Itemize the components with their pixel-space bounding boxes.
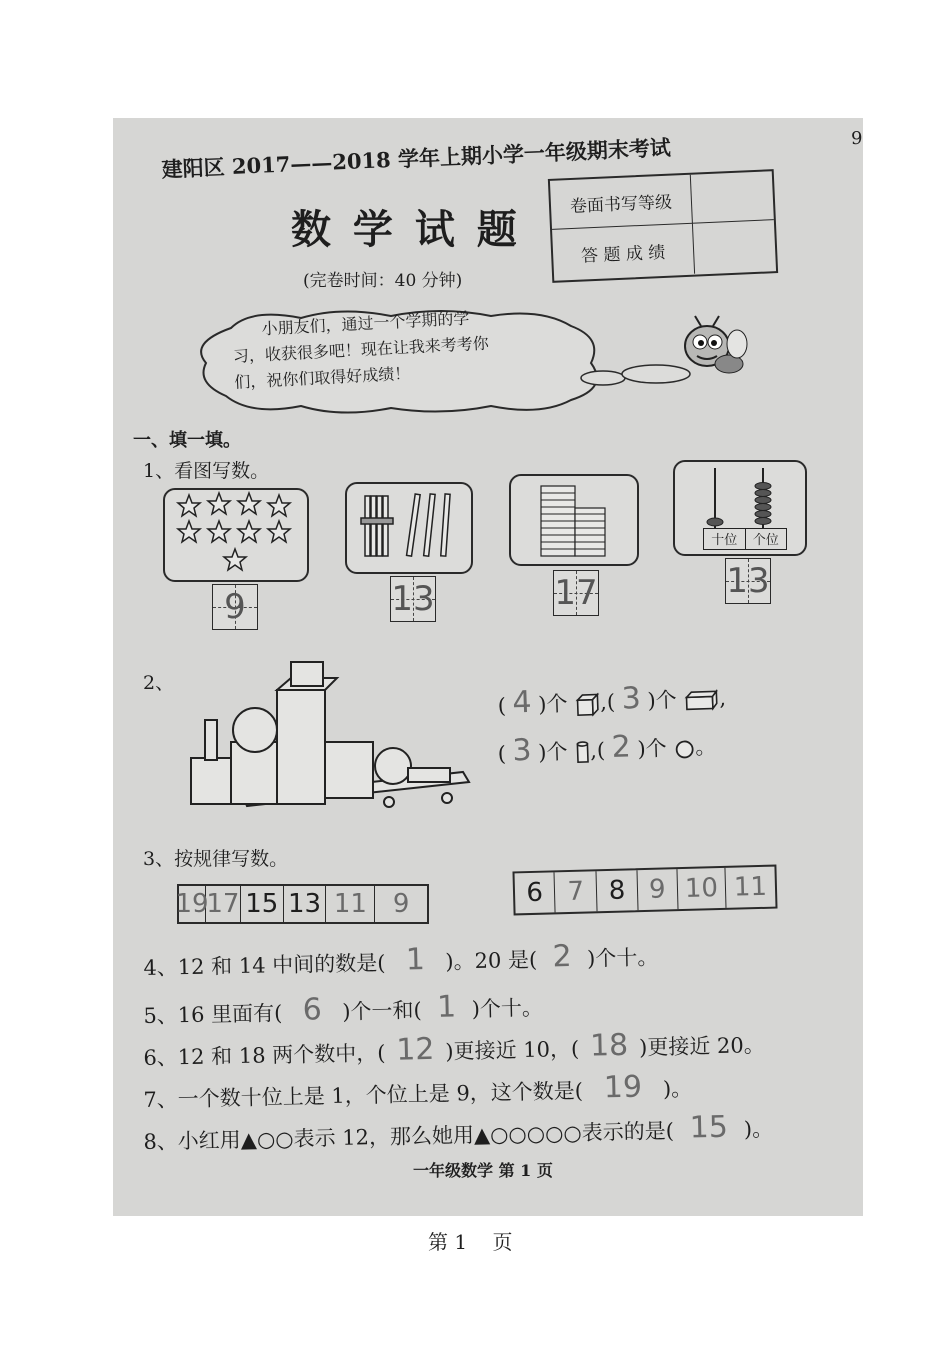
cuboid-icon	[683, 688, 720, 713]
seq2-cell: 9	[637, 869, 678, 910]
seq1-cell: 17	[206, 886, 241, 922]
intro-line-2: 习，收获很多吧！现在让我来考考你	[232, 333, 490, 366]
q5-answer-b[interactable]: 1	[436, 989, 457, 1025]
solid-shapes-picture	[183, 660, 473, 808]
q4-answer-a[interactable]: 1	[405, 942, 426, 978]
q1-label: 1、看图写数。	[143, 460, 270, 482]
q6: 6、12 和 18 两个数中，( 12 )更接近 10，( 18 )更接近 20。	[143, 1027, 765, 1070]
ten-blocks-icon	[511, 476, 637, 564]
q6-answer-a[interactable]: 12	[395, 1031, 435, 1068]
stars-picture	[163, 488, 309, 582]
q6-answer-b[interactable]: 18	[589, 1027, 629, 1064]
cylinder-icon	[574, 739, 591, 766]
subject-title: 数 学 试 题	[291, 206, 521, 253]
abacus-tens-label: 十位	[704, 529, 746, 549]
exam-title: 建阳区 2017——2018 学年上期小学一年级期末考试	[161, 134, 672, 182]
q5: 5、16 里面有( 6 )个一和( 1 )个十。	[143, 989, 544, 1028]
q8-answer-a[interactable]: 15	[689, 1109, 729, 1146]
q2-answer-cube[interactable]: 4	[511, 684, 533, 721]
sequence-grid-2	[512, 865, 777, 916]
q7: 7、一个数十位上是 1，个位上是 9，这个数是( 19 )。	[143, 1069, 693, 1112]
q1-answer-box-3[interactable]: 17	[553, 570, 599, 616]
q4: 4、12 和 14 中间的数是( 1 )。20 是( 2 )个十。	[143, 939, 659, 980]
exam-paper	[113, 118, 863, 1216]
sticks-picture	[345, 482, 473, 574]
score-table	[548, 169, 778, 283]
q2-answer-cuboid[interactable]: 3	[621, 681, 642, 717]
abacus-picture	[673, 460, 807, 556]
blocks-picture	[509, 474, 639, 566]
q2-label: 2、	[143, 672, 175, 694]
star-icon	[165, 490, 307, 580]
shape-code-b: ▲○○○○○	[473, 1120, 582, 1148]
intro-text	[231, 305, 491, 396]
q1-answer-box-4[interactable]: 13	[725, 558, 771, 604]
sphere-icon	[673, 738, 696, 761]
shape-code-a: ▲○○	[240, 1126, 294, 1152]
seq2-cell: 7	[555, 871, 598, 912]
bundle-sticks-icon	[347, 484, 471, 572]
seq2-cell: 10	[677, 868, 726, 909]
score-table-row2: 答 题 成 绩	[552, 224, 695, 280]
q2-line-1: ( 4 )个 ,( 3 )个 ,	[497, 681, 727, 721]
intro-line-1: 小朋友们，通过一个学期的学	[261, 308, 470, 339]
bee-icon	[679, 314, 759, 384]
seq1-cell: 15	[241, 886, 284, 922]
cube-icon	[574, 691, 601, 718]
seq1-cell: 11	[326, 886, 375, 922]
time-note: (完卷时间：40 分钟)	[303, 271, 463, 291]
seq1-cell: 19	[179, 886, 206, 922]
seq2-cell: 11	[733, 871, 768, 903]
q1-answer-box-2[interactable]: 13	[390, 576, 436, 622]
seq1-cell: 9	[392, 889, 410, 919]
abacus-icon	[675, 462, 805, 532]
seq2-cell: 6	[515, 872, 556, 913]
page-label: 第 1 页	[428, 1230, 513, 1254]
paper-footer: 一年级数学 第 1 页	[413, 1161, 553, 1180]
q2-answer-sphere[interactable]: 2	[611, 729, 632, 765]
q8: 8、小红用▲○○表示 12，那么她用▲○○○○○表示的是( 15 )。	[143, 1109, 774, 1154]
sequence-grid-1	[177, 884, 429, 924]
q4-answer-b[interactable]: 2	[552, 939, 573, 975]
abacus-ones-label: 个位	[752, 533, 779, 548]
q2-answer-cylinder[interactable]: 3	[511, 732, 533, 769]
section1-heading: 一、填一填。	[133, 430, 241, 451]
intro-line-3: 们，祝你们取得好成绩！	[233, 363, 411, 392]
q7-answer-a[interactable]: 19	[603, 1069, 643, 1106]
q3-label: 3、按规律写数。	[143, 848, 289, 870]
score-table-row1: 卷面书写等级	[550, 175, 693, 230]
seq1-cell: 13	[284, 886, 327, 922]
corner-number: 9	[851, 128, 863, 149]
q5-answer-a[interactable]: 6	[302, 992, 323, 1028]
q1-answer-box-1[interactable]: 9	[212, 584, 258, 630]
q2-line-2: ( 3 )个 ,( 2 )个 。	[497, 729, 717, 769]
seq2-cell: 8	[597, 870, 638, 911]
